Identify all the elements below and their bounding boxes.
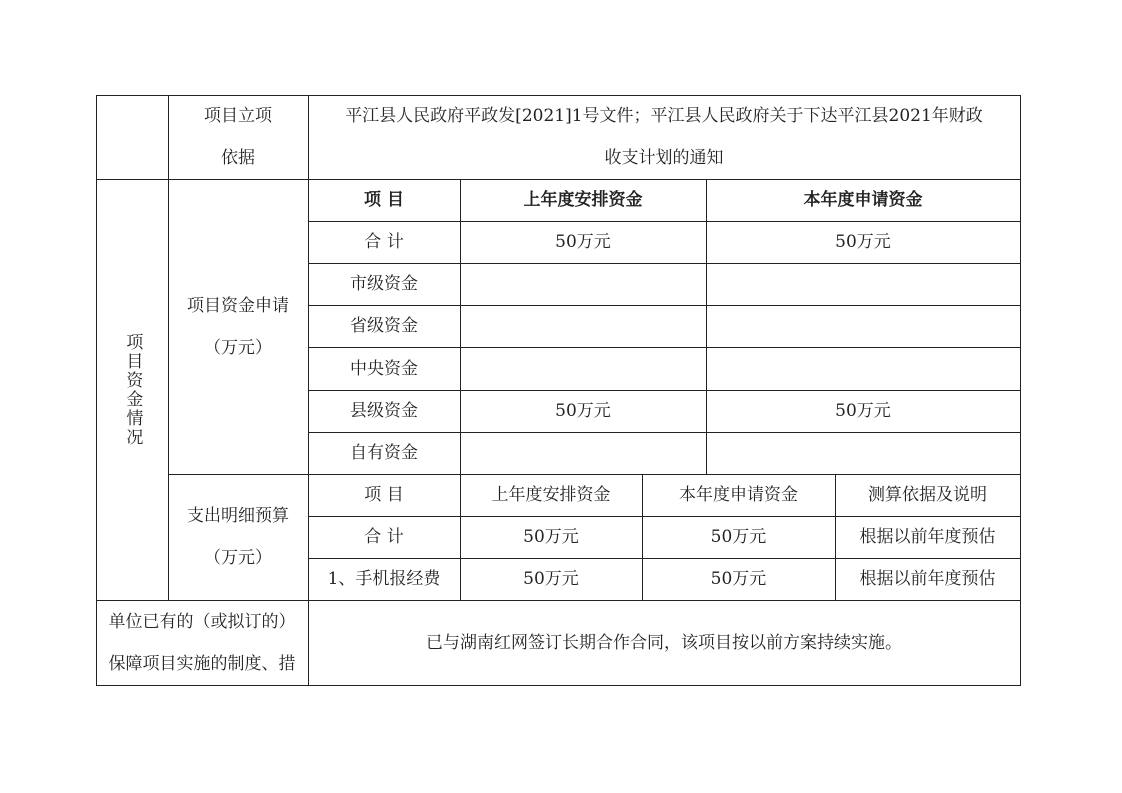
table-cell: 省级资金: [350, 316, 418, 336]
expense-label: [168, 474, 308, 600]
table-cell: [460, 305, 706, 347]
table-cell: 根据以前年度预估: [859, 527, 996, 547]
table-cell: 合 计: [364, 232, 404, 252]
table-cell: 中央资金: [350, 358, 418, 379]
expense-label-line2: （万元）: [204, 548, 272, 568]
basis-label: [168, 95, 308, 179]
funds-section-label: [96, 179, 168, 600]
basis-text-line1: 平江县人民政府平政发[2021]1号文件；平江县人民政府关于下达平江县2021年财政: [345, 106, 983, 126]
basis-text: [308, 95, 1020, 179]
table-cell: 50万元: [835, 401, 891, 421]
guarantee-label-line1: 单位已有的（或拟订的）: [108, 611, 296, 632]
table-cell: 50万元: [523, 527, 579, 547]
table-cell: 50万元: [710, 569, 767, 589]
table-cell: 合 计: [364, 527, 404, 547]
table-cell: 县级资金: [350, 401, 418, 421]
application-label-line2: （万元）: [204, 337, 272, 358]
basis-label-line2: 依据: [221, 148, 255, 168]
table-cell: 自有资金: [350, 443, 418, 463]
table-cell: 1、手机报经费: [327, 569, 441, 589]
table-cell: [460, 347, 706, 390]
basis-text-line2: 收支计划的通知: [604, 148, 724, 168]
funds-section-vertical-text: 项目资金情况: [122, 332, 143, 447]
table-cell: 50万元: [710, 527, 767, 547]
table-cell: [460, 263, 706, 305]
table-cell: 50万元: [555, 232, 611, 252]
basis-label-line1: 项目立项: [204, 106, 272, 126]
expense-header-item: 项 目: [364, 485, 404, 505]
table-cell: 根据以前年度预估: [859, 569, 996, 589]
table-cell: [706, 305, 1020, 347]
application-label: [168, 179, 308, 474]
guarantee-label: [96, 600, 308, 685]
table-cell: 市级资金: [350, 274, 418, 294]
expense-header-this-year: 本年度申请资金: [679, 485, 798, 505]
table-cell: 50万元: [555, 401, 611, 421]
expense-header-note: 测算依据及说明: [868, 485, 987, 505]
application-header-last-year: 上年度安排资金: [523, 190, 643, 210]
application-header-item: 项 目: [364, 190, 404, 210]
table-cell: [706, 263, 1020, 305]
table-cell: [460, 432, 706, 474]
table-cell: 50万元: [523, 569, 579, 589]
expense-header-last-year: 上年度安排资金: [491, 485, 611, 505]
guarantee-text: 已与湖南红网签订长期合作合同，该项目按以前方案持续实施。: [426, 632, 902, 653]
application-label-line1: 项目资金申请: [187, 295, 289, 316]
table-cell: [706, 347, 1020, 390]
guarantee-label-line2: 保障项目实施的制度、措: [108, 653, 296, 674]
expense-label-line1: 支出明细预算: [187, 506, 289, 526]
table-cell: 50万元: [835, 232, 891, 252]
table-cell: [706, 432, 1020, 474]
application-header-this-year: 本年度申请资金: [803, 190, 923, 210]
